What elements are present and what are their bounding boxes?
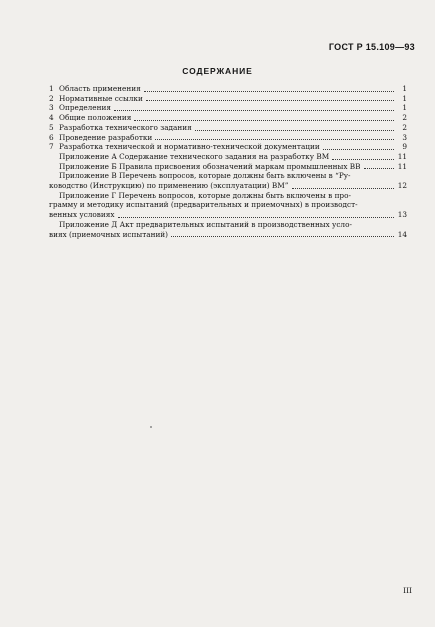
- toc-entry-label: Общие положения: [59, 113, 132, 123]
- toc-entry-page: 1: [402, 103, 407, 113]
- toc-entry: [49, 133, 407, 143]
- toc-entry-page: 3: [402, 132, 407, 142]
- toc-entry-label: Разработка технической и нормативно-технической документации: [59, 142, 320, 152]
- toc-appendix-line: [49, 230, 407, 240]
- toc-appendix-line: [49, 220, 407, 230]
- toc-appendix-entry: [49, 220, 407, 239]
- toc-entry-label: Проведение разработки: [59, 132, 153, 142]
- dot-leader: [114, 110, 394, 111]
- dot-leader: [134, 120, 394, 121]
- toc-entry: [49, 84, 407, 94]
- toc-appendices: [49, 152, 407, 239]
- toc-appendix-line: [49, 171, 407, 181]
- toc-entry-number: 5: [49, 122, 54, 132]
- toc-entry-number: 6: [49, 132, 54, 142]
- toc-entry-label: Нормативные ссылки: [59, 93, 143, 103]
- dot-leader: [171, 236, 394, 237]
- toc-appendix-text: виях (приемочных испытаний): [49, 229, 169, 239]
- page-title: СОДЕРЖАНИЕ: [182, 66, 253, 76]
- toc-entry-page: 1: [402, 93, 407, 103]
- page-number: III: [403, 586, 412, 595]
- toc-appendix-line: [49, 200, 407, 210]
- toc-entry-page: 1: [402, 84, 407, 93]
- dot-leader: [323, 149, 394, 150]
- toc-sections: [49, 84, 407, 152]
- toc-entry: [49, 94, 407, 104]
- toc-entry-number: 3: [49, 103, 54, 113]
- toc-entry-page: 14: [397, 229, 407, 239]
- standard-header: ГОСТ Р 15.109—93: [328, 42, 415, 52]
- toc-entry-number: 2: [49, 93, 54, 103]
- toc-entry-page: 9: [402, 142, 407, 152]
- toc-entry: [49, 103, 407, 113]
- dot-leader: [364, 168, 395, 169]
- toc-appendix-line: [49, 181, 407, 191]
- table-of-contents: [49, 84, 407, 239]
- dot-leader: [144, 91, 394, 92]
- dot-leader: [155, 139, 394, 140]
- toc-entry-label: Определения: [59, 103, 111, 113]
- toc-appendix-text: Приложение А Содержание технического задания на разработку ВМ: [59, 151, 330, 161]
- toc-appendix-text: Приложение Д Акт предварительных испытаний в производственных усло-: [59, 219, 352, 229]
- toc-appendix-text: ководство (Инструкцию) по применению (эксплуатации) ВМ”: [49, 181, 289, 191]
- toc-appendix-entry: [49, 191, 407, 220]
- toc-entry: [49, 142, 407, 152]
- toc-appendix-text: Приложение Г Перечень вопросов, которые должны быть включены в про-: [59, 190, 351, 200]
- scan-speck: [150, 426, 152, 428]
- toc-appendix-entry: [49, 152, 407, 162]
- toc-appendix-entry: [49, 171, 407, 190]
- dot-leader: [332, 159, 394, 160]
- toc-entry-page: 12: [397, 181, 407, 191]
- toc-entry-page: 2: [402, 122, 407, 132]
- toc-entry-label: Область применения: [59, 84, 141, 93]
- dot-leader: [118, 217, 395, 218]
- dot-leader: [146, 100, 394, 101]
- toc-entry-page: 2: [402, 113, 407, 123]
- toc-entry-number: 7: [49, 142, 54, 152]
- toc-entry-page: 13: [397, 210, 407, 220]
- toc-entry-page: 11: [397, 161, 407, 171]
- toc-appendix-text: Приложение В Перечень вопросов, которые должны быть включены в “Ру-: [59, 171, 351, 181]
- toc-entry-page: 11: [397, 151, 407, 161]
- toc-appendix-line: [49, 162, 407, 172]
- toc-appendix-line: [49, 152, 407, 162]
- toc-entry: [49, 113, 407, 123]
- dot-leader: [292, 188, 395, 189]
- dot-leader: [195, 130, 394, 131]
- toc-appendix-text: грамму и методику испытаний (предварительных и приемочных) в производст-: [49, 200, 358, 210]
- toc-appendix-line: [49, 191, 407, 201]
- toc-appendix-text: венных условиях: [49, 210, 115, 220]
- toc-appendix-line: [49, 210, 407, 220]
- toc-entry-number: 1: [49, 84, 54, 93]
- toc-entry-number: 4: [49, 113, 54, 123]
- toc-entry: [49, 123, 407, 133]
- toc-appendix-text: Приложение Б Правила присвоения обозначений маркам промышленных ВВ: [59, 161, 361, 171]
- toc-appendix-entry: [49, 162, 407, 172]
- toc-entry-label: Разработка технического задания: [59, 122, 192, 132]
